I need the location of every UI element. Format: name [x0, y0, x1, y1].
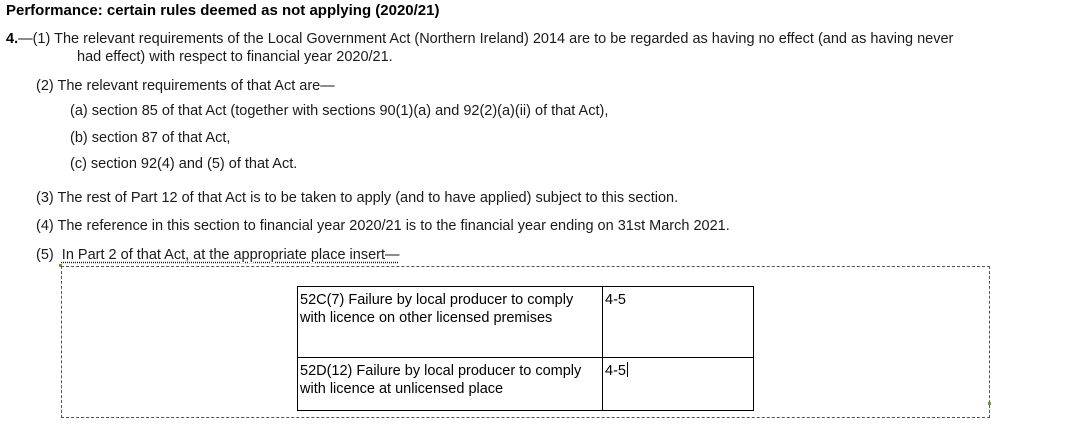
item-b: (b) section 87 of that Act,: [70, 130, 231, 146]
table-row: [298, 287, 754, 358]
subsection-1-line-2: had effect) with respect to financial year 2020/21.: [77, 49, 393, 65]
subsection-2: (2) The relevant requirements of that Act are—: [36, 78, 335, 94]
subsection-5-label: (5): [36, 247, 54, 263]
subsection-4: (4) The reference in this section to financial year 2020/21 is to the financial year ending on 31st March 2021.: [36, 218, 730, 234]
table-cell-description[interactable]: 52C(7) Failure by local producer to comply with licence on other licensed premises: [298, 287, 603, 358]
section-number: 4.: [6, 31, 19, 47]
table-cell-value-active[interactable]: [603, 358, 754, 411]
table-cell-value[interactable]: 4-5: [603, 287, 754, 358]
section-heading: Performance: certain rules deemed as not applying (2020/21): [6, 2, 440, 19]
text-cursor: [627, 362, 628, 377]
inserted-table: [297, 286, 754, 411]
subsection-5-text[interactable]: In Part 2 of that Act, at the appropriate place insert—: [61, 247, 400, 263]
paragraph-4-subsection-1: [6, 30, 1061, 66]
item-c: (c) section 92(4) and (5) of that Act.: [70, 156, 298, 172]
item-a: (a) section 85 of that Act (together with sections 90(1)(a) and 92(2)(a)(ii) of that Act),: [70, 103, 609, 119]
subsection-1-label: —(1): [18, 31, 51, 47]
subsection-5: [36, 246, 400, 264]
subsection-3: (3) The rest of Part 12 of that Act is to be taken to apply (and to have applied) subject to this section.: [36, 190, 679, 206]
subsection-1-line-1: The relevant requirements of the Local Government Act (Northern Ireland) 2014 are to be regarded as having no effect (and as having never: [54, 31, 954, 47]
table-cell-description[interactable]: 52D(12) Failure by local producer to comply with licence at unlicensed place: [298, 358, 603, 411]
insert-end-marker-icon: [988, 402, 991, 405]
table-cell-value-text: 4-5: [605, 363, 626, 379]
table-row: [298, 358, 754, 411]
